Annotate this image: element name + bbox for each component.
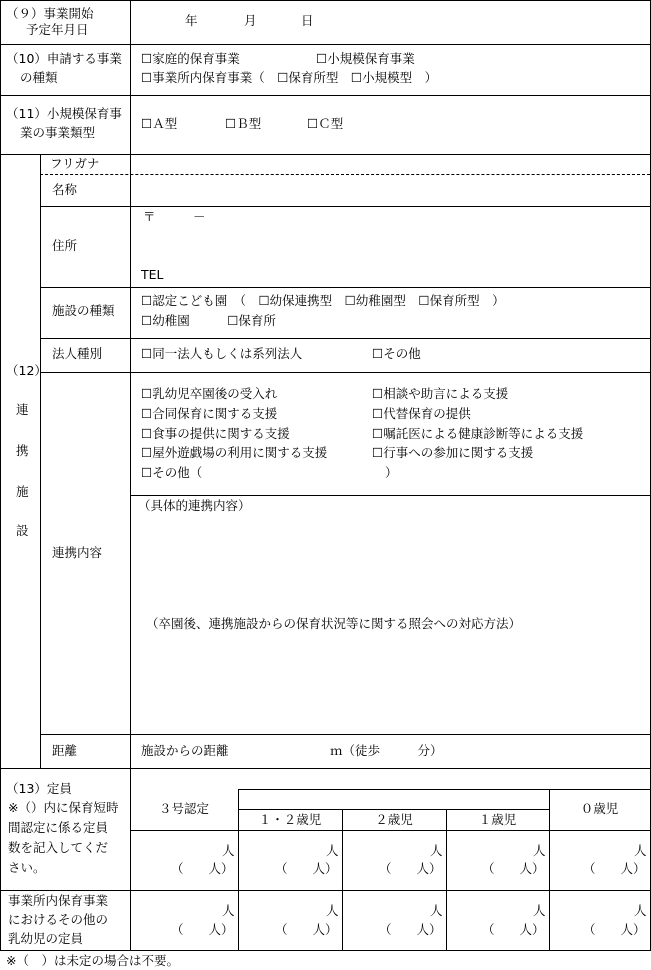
cell-paren: （ 人）	[583, 861, 646, 876]
divider	[446, 809, 447, 951]
divider	[40, 154, 41, 768]
s12-vertical-3: 施	[16, 484, 29, 499]
s12-vertical-2: 携	[16, 443, 29, 458]
frame-top	[0, 0, 651, 1]
s9-day: 日	[301, 13, 314, 28]
divider	[40, 287, 651, 288]
s13-label-5: さい。	[8, 860, 46, 875]
header-3go: ３号認定	[158, 801, 209, 816]
divider	[130, 495, 651, 496]
cell-nin: 人	[326, 903, 339, 918]
s12-vertical-4: 設	[16, 523, 29, 538]
header-age2: ２歳児	[375, 812, 413, 827]
cell-paren: （ 人）	[171, 861, 234, 876]
divider	[40, 338, 651, 339]
s9-label-line2: 予定年月日	[26, 22, 89, 37]
divider	[342, 809, 343, 951]
s11-option-c[interactable]: ☐Ｃ型	[307, 116, 344, 131]
content-label: 連携内容	[52, 545, 103, 560]
cell-paren: （ 人）	[482, 922, 545, 937]
footnote: ※（ ）は未定の場合は不要。	[6, 953, 179, 968]
divider	[40, 206, 651, 207]
name-label: 名称	[52, 182, 78, 197]
address-label: 住所	[52, 238, 78, 253]
s13-label-4: 数を記入してくだ	[8, 840, 109, 855]
cell-nin: 人	[430, 843, 443, 858]
cell-nin: 人	[533, 903, 546, 918]
content-option-8[interactable]: ☐行事への参加に関する支援	[372, 445, 534, 460]
cell-nin: 人	[634, 843, 647, 858]
content-option-1[interactable]: ☐乳幼児卒園後の受入れ	[141, 386, 278, 401]
divider	[0, 44, 651, 45]
other-label-1: 事業所内保育事業	[8, 893, 109, 908]
s10-option-workplace[interactable]: ☐事業所内保育事業（ ☐保育所型 ☐小規模型 ）	[141, 70, 438, 85]
divider	[0, 890, 651, 891]
divider	[40, 372, 651, 373]
s10-option-small[interactable]: ☐小規模保育事業	[316, 51, 415, 66]
s10-label-line2: の種類	[20, 70, 58, 85]
s11-label-line1: （11）小規模保育事	[6, 106, 122, 121]
cell-paren: （ 人）	[379, 922, 442, 937]
divider	[40, 734, 651, 735]
s13-label-2: ※（）内に保育短時	[8, 800, 119, 815]
detail-label: （具体的連携内容）	[138, 498, 251, 513]
divider	[130, 830, 651, 831]
corp-option-other[interactable]: ☐その他	[372, 346, 421, 361]
corp-option-same[interactable]: ☐同一法人もしくは系列法人	[141, 346, 303, 361]
corp-type-label: 法人種別	[52, 346, 103, 361]
after-graduation-label: （卒園後、連携施設からの保育状況等に関する照会への対応方法）	[146, 616, 522, 631]
cell-nin: 人	[222, 843, 235, 858]
tel-label: TEL	[141, 267, 164, 282]
s13-label-1: （13）定員	[6, 781, 72, 796]
furigana-label: フリガナ	[50, 156, 100, 171]
s12-number: （12）	[6, 363, 47, 378]
content-option-3[interactable]: ☐合同保育に関する支援	[141, 406, 278, 421]
divider	[238, 809, 550, 810]
divider	[238, 789, 651, 790]
content-option-5[interactable]: ☐食事の提供に関する支援	[141, 426, 290, 441]
other-label-3: 乳幼児の定員	[8, 931, 84, 946]
content-option-6[interactable]: ☐嘱託医による健康診断等による支援	[372, 426, 584, 441]
facility-type-line2[interactable]: ☐幼稚園 ☐保育所	[141, 313, 276, 328]
content-option-9-close: ）	[385, 465, 398, 480]
distance-text: 施設からの距離	[141, 743, 229, 758]
distance-unit: ｍ（徒歩 分）	[330, 743, 443, 758]
content-option-9[interactable]: ☐その他（	[141, 465, 203, 480]
cell-paren: （ 人）	[583, 922, 646, 937]
s10-label-line1: （10）申請する事業	[6, 51, 122, 66]
facility-type-label: 施設の種類	[52, 303, 115, 318]
cell-paren: （ 人）	[275, 922, 338, 937]
s11-option-a[interactable]: ☐Ａ型	[141, 116, 178, 131]
cell-nin: 人	[222, 903, 235, 918]
divider	[0, 768, 651, 769]
frame-bottom	[0, 950, 651, 951]
header-age12: １・２歳児	[258, 812, 322, 827]
facility-type-line1[interactable]: ☐認定こども園 （ ☐幼保連携型 ☐幼稚園型 ☐保育所型 ）	[141, 293, 505, 308]
s11-label-line2: 業の事業類型	[20, 125, 96, 140]
header-age1: １歳児	[478, 812, 517, 827]
s13-label-3: 間認定に係る定員	[8, 820, 109, 835]
cell-paren: （ 人）	[171, 922, 234, 937]
s10-option-home[interactable]: ☐家庭的保育事業	[141, 51, 240, 66]
distance-label: 距離	[52, 743, 78, 758]
other-label-2: におけるその他の	[8, 912, 109, 927]
s9-label-line1: （９）事業開始	[6, 6, 94, 21]
divider	[0, 95, 651, 96]
furigana-dashed-line	[40, 174, 650, 175]
cell-paren: （ 人）	[379, 861, 442, 876]
content-option-7[interactable]: ☐屋外遊戯場の利用に関する支援	[141, 445, 328, 460]
header-age0: ０歳児	[580, 801, 619, 816]
content-option-4[interactable]: ☐代替保育の提供	[372, 406, 471, 421]
s11-option-b[interactable]: ☐Ｂ型	[225, 116, 262, 131]
s12-vertical-1: 連	[16, 402, 29, 417]
cell-nin: 人	[634, 903, 647, 918]
postal-code: 〒 －	[143, 209, 206, 224]
cell-paren: （ 人）	[482, 861, 545, 876]
cell-paren: （ 人）	[275, 861, 338, 876]
cell-nin: 人	[326, 843, 339, 858]
s9-month: 月	[244, 13, 257, 28]
s9-year: 年	[185, 13, 198, 28]
frame-left	[0, 0, 1, 951]
cell-nin: 人	[430, 903, 443, 918]
divider	[0, 154, 651, 155]
cell-nin: 人	[533, 843, 546, 858]
content-option-2[interactable]: ☐相談や助言による支援	[372, 386, 509, 401]
